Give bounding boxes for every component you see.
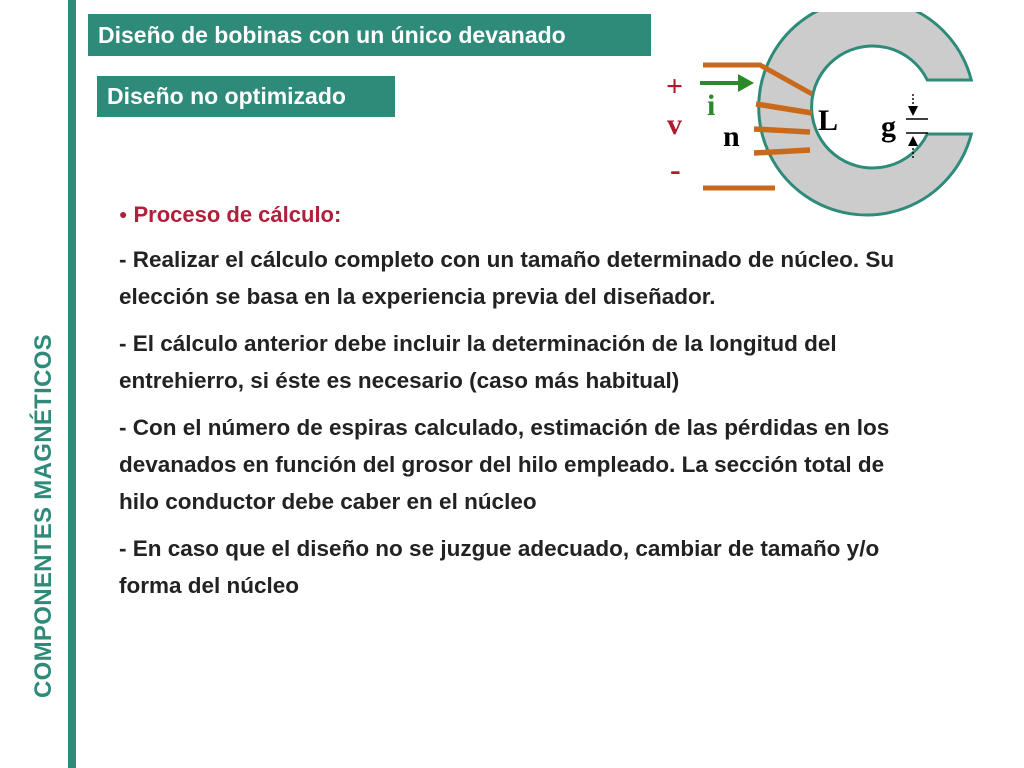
paragraph: - Realizar el cálculo completo con un tamaño determinado de núcleo. Su elección se basa en la experiencia previa del diseñador. [119,247,895,309]
plus-sign: + [666,70,684,103]
current-label: i [707,89,716,122]
paragraph: - En caso que el diseño no se juzgue adecuado, cambiar de tamaño y/o forma del núcleo [119,536,880,598]
bullet-dot-icon: ● [119,206,128,222]
slide-title-text: Diseño de bobinas con un único devanado [98,21,566,48]
section-heading [119,198,909,231]
paragraph: - El cálculo anterior debe incluir la determinación de la longitud del entrehierro, si éste es necesario (caso más habitual) [119,331,837,393]
gap-label: g [881,110,896,143]
slide-subtitle [97,76,395,117]
left-accent-bar [68,0,76,768]
magnetic-core [759,12,972,215]
section-heading-text: Proceso de cálculo: [133,202,342,227]
slide-content [119,198,909,614]
turns-label: n [723,120,740,153]
minus-sign: - [670,151,681,187]
paragraph: - Con el número de espiras calculado, estimación de las pérdidas en los devanados en función del grosor del hilo empleado. La sección total de hilo conductor debe caber en el núcleo [119,415,890,514]
slide-title [88,14,651,56]
side-section-title: COMPONENTES MAGNÉTICOS [30,334,57,698]
inductance-label: L [818,104,839,137]
voltage-label: v [667,108,682,141]
slide-subtitle-text: Diseño no optimizado [107,83,346,109]
